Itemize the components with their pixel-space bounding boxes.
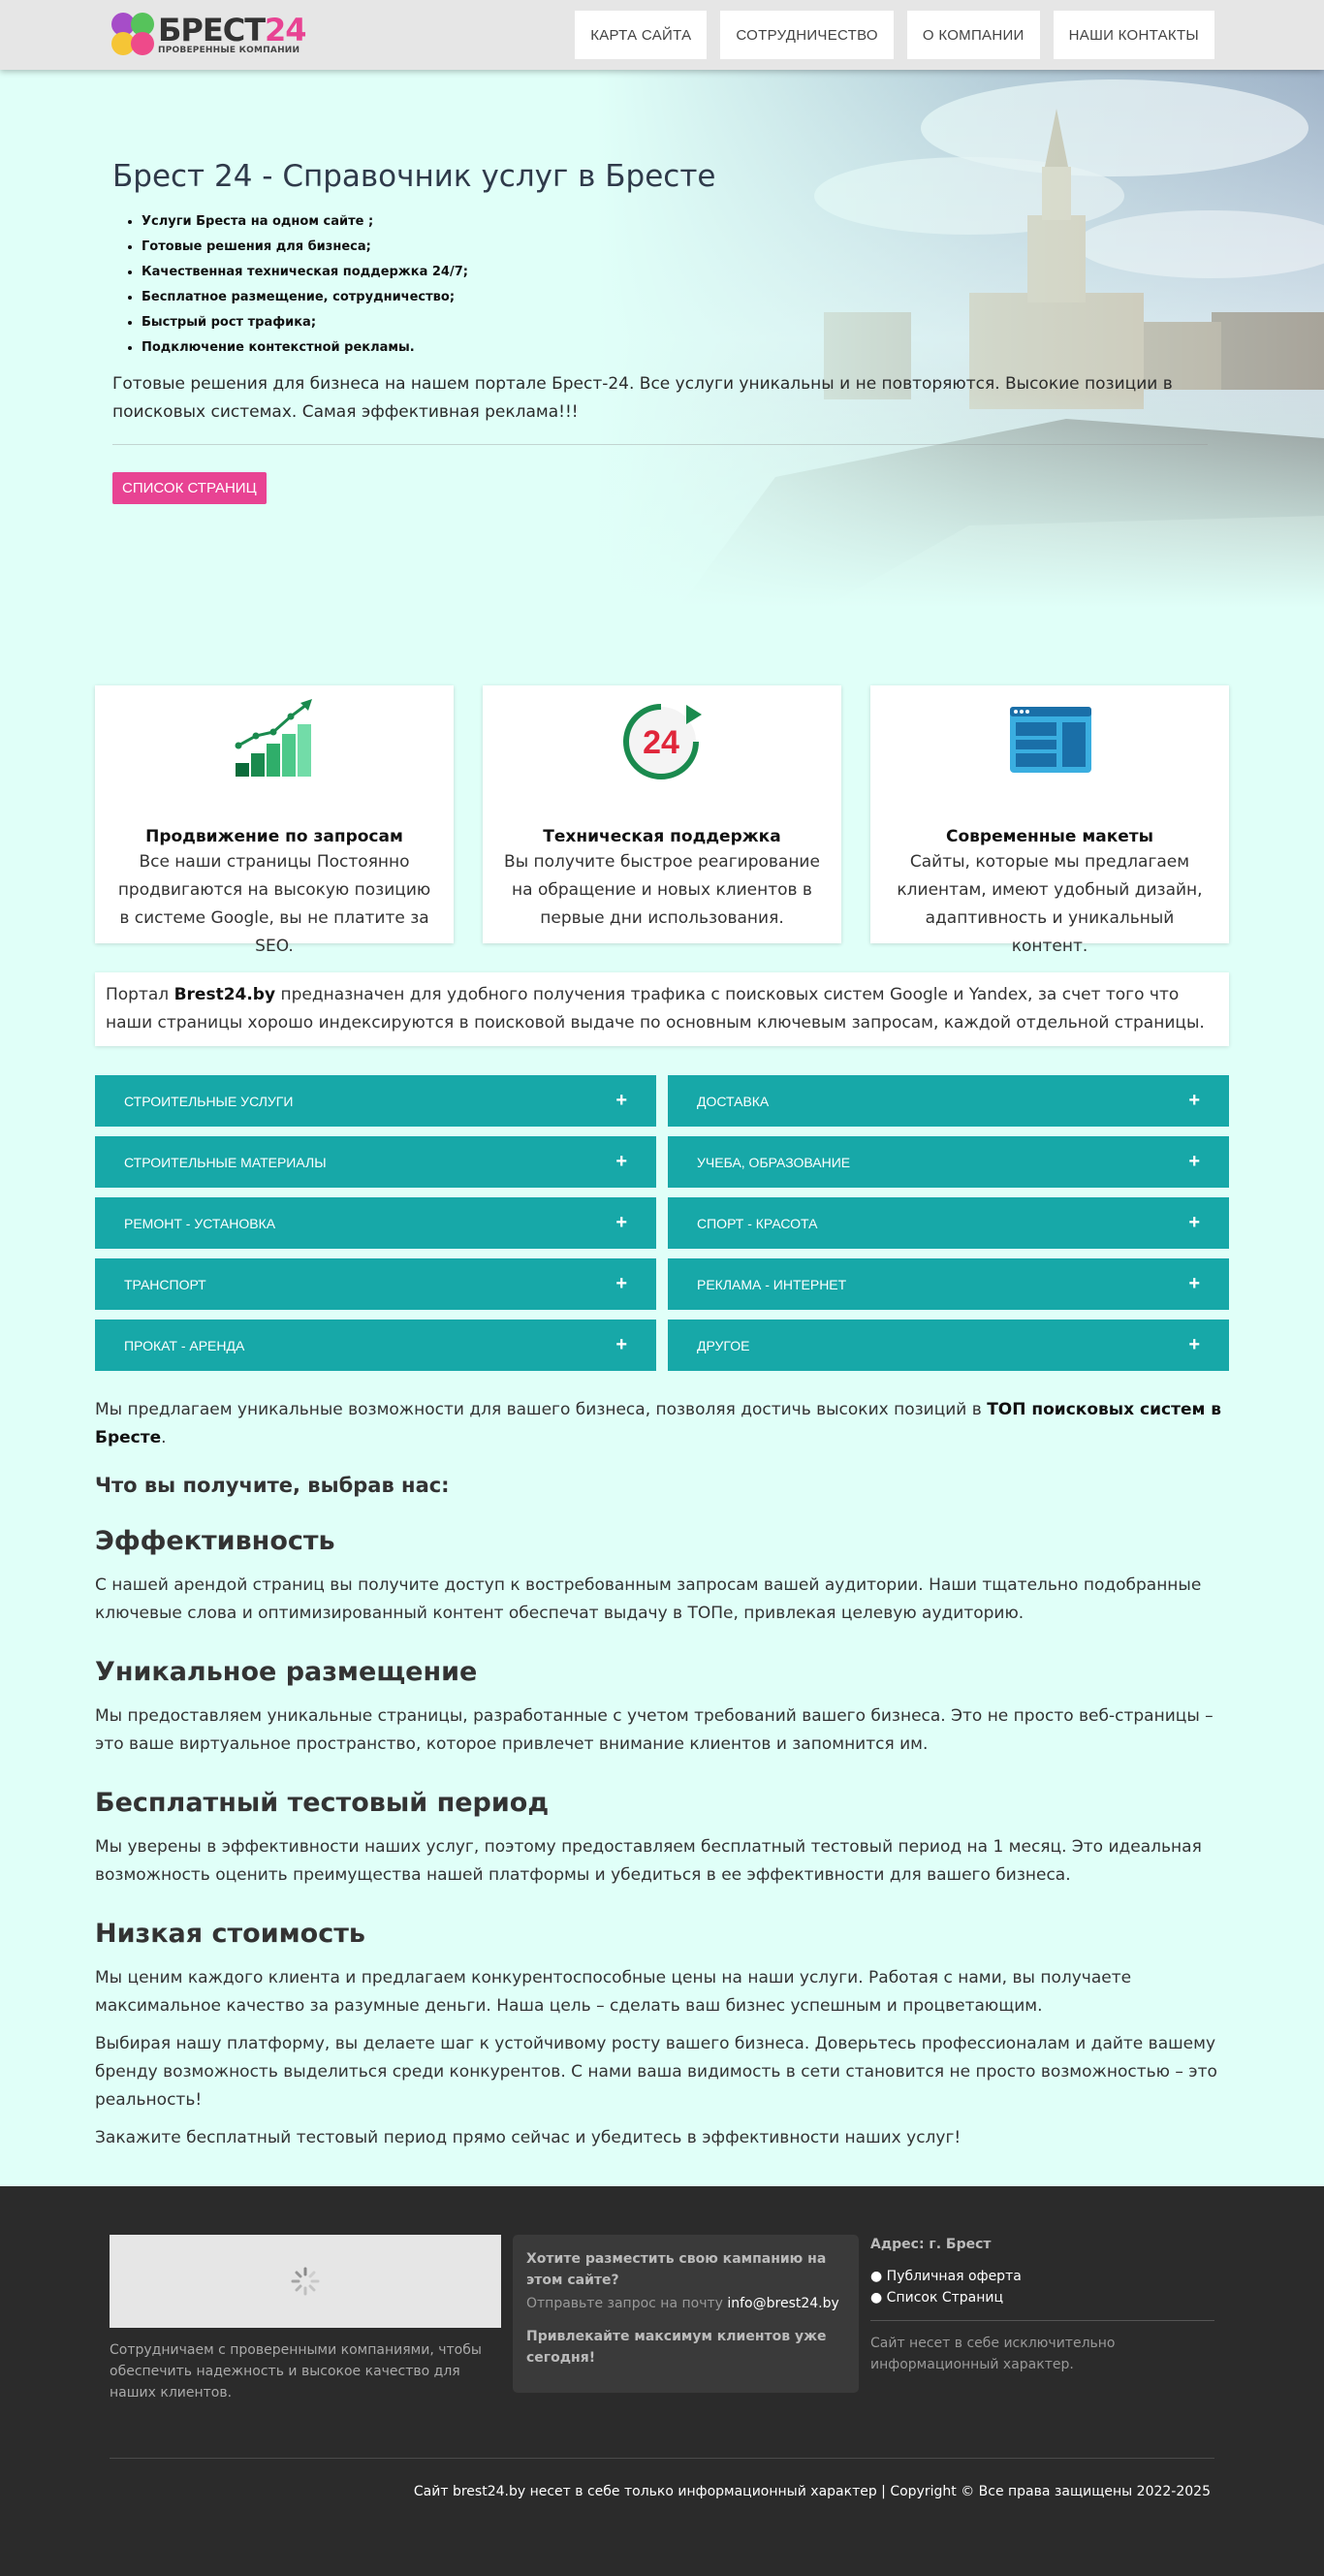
nav-about-button[interactable]: О КОМПАНИИ <box>907 11 1040 59</box>
growth-chart-icon <box>231 697 318 784</box>
plus-icon: + <box>1188 1273 1200 1294</box>
feature-card <box>483 685 841 943</box>
closing-paragraph: Закажите бесплатный тестовый период прямо сейчас и убедитесь в эффективности наших услуг! <box>95 2128 961 2147</box>
cta-question: Хотите разместить свою кампанию на этом сайте? <box>526 2251 827 2288</box>
category-sport-beauty[interactable]: СПОРТ - КРАСОТА + <box>668 1197 1229 1249</box>
pages-list-button[interactable]: СПИСОК СТРАНИЦ <box>112 472 267 504</box>
logo-title: БРЕСТ24 <box>158 12 306 48</box>
category-delivery[interactable]: ДОСТАВКА + <box>668 1075 1229 1127</box>
footer-col-cta <box>513 2235 859 2393</box>
benefits-list <box>112 209 1229 361</box>
features-row <box>95 685 1229 956</box>
feature-title: Техническая поддержка <box>543 827 781 846</box>
category-advertising[interactable]: РЕКЛАМА - ИНТЕРНЕТ + <box>668 1258 1229 1310</box>
footer-about-text: Сотрудничаем с проверенными компаниями, чтобы обеспечить надежность и высокое качество для наших клиентов. <box>110 2342 482 2401</box>
category-other[interactable]: ДРУГОЕ + <box>668 1320 1229 1371</box>
feature-text: Вы получите быстрое реагирование на обращение и новых клиентов в первые дни использования. <box>504 852 820 928</box>
section-text: С нашей арендой страниц вы получите доступ к востребованным запросам вашей аудитории. Наши тщательно подобранные ключевые слова и оптимизированный контент обеспечат выдачу в ТОПе, привлекая целевую аудиторию. <box>95 1575 1202 1623</box>
logo-subtitle: ПРОВЕРЕННЫЕ КОМПАНИИ <box>158 46 300 55</box>
cta-slogan: Привлекайте максимум клиентов уже сегодня! <box>526 2329 827 2366</box>
why-us-heading: Что вы получите, выбрав нас: <box>95 1474 450 1497</box>
list-item: • Быстрый рост трафика; <box>142 310 1229 335</box>
category-transport[interactable]: ТРАНСПОРТ + <box>95 1258 656 1310</box>
plus-icon: + <box>615 1273 627 1294</box>
main-nav <box>575 11 1214 59</box>
feature-card <box>95 685 454 956</box>
support-24-icon <box>618 697 706 784</box>
feature-text: Все наши страницы Постоянно продвигаются на высокую позицию в системе Google, вы не платите за SEO. <box>117 852 431 956</box>
plus-icon: + <box>1188 1090 1200 1111</box>
plus-icon: + <box>615 1334 627 1355</box>
category-repair[interactable]: РЕМОНТ - УСТАНОВКА + <box>95 1197 656 1249</box>
category-building-materials[interactable]: СТРОИТЕЛЬНЫЕ МАТЕРИАЛЫ + <box>95 1136 656 1188</box>
brand-name: Brest24.by <box>173 985 276 1004</box>
loading-spinner-icon <box>290 2266 321 2297</box>
web-layout-icon <box>1006 697 1093 784</box>
logo[interactable] <box>111 13 306 57</box>
copyright: Сайт brest24.by несет в себе только информационный характер | Copyright © Все права защищены 2022-2025 <box>413 2484 1211 2499</box>
closing-paragraph: Выбирая нашу платформу, вы делаете шаг к устойчивому росту вашего бизнеса. Доверьтесь профессионалам и дайте вашему бренду возможность выделиться среди конкурентов. С нами ваша видимость в сети становится не просто возможностью – это реальность! <box>95 2034 1217 2110</box>
footer-col-about <box>110 2235 501 2403</box>
list-item: • Услуги Бреста на одном сайте ; <box>142 209 1229 235</box>
feature-text: Сайты, которые мы предлагаем клиентам, имеют удобный дизайн, адаптивность и уникальный контент. <box>897 852 1203 956</box>
pages-list-link[interactable]: ● Список Страниц <box>870 2290 1004 2306</box>
feature-title: Продвижение по запросам <box>145 827 403 846</box>
plus-icon: + <box>1188 1212 1200 1233</box>
category-education[interactable]: УЧЕБА, ОБРАЗОВАНИЕ + <box>668 1136 1229 1188</box>
divider <box>870 2320 1214 2321</box>
list-item: • Качественная техническая поддержка 24/7; <box>142 260 1229 285</box>
nav-cooperation-button[interactable]: СОТРУДНИЧЕСТВО <box>720 11 894 59</box>
list-item: • Подключение контекстной рекламы. <box>142 335 1229 361</box>
feature-title: Современные макеты <box>945 827 1153 846</box>
cta-email-line: Отправьте запрос на почту info@brest24.by <box>526 2296 839 2311</box>
nav-sitemap-button[interactable]: КАРТА САЙТА <box>575 11 707 59</box>
categories-accordion <box>95 1075 1229 1381</box>
plus-icon: + <box>615 1212 627 1233</box>
plus-icon: + <box>615 1151 627 1172</box>
section-text: Мы предоставляем уникальные страницы, разработанные с учетом требований вашего бизнеса. Это не просто веб-страницы – это ваше виртуальное пространство, которое привлечет внимание клиентов и запомнится им. <box>95 1706 1214 1754</box>
intro-text: Мы предлагаем уникальные возможности для вашего бизнеса, позволяя достичь высоких позиций в ТОП поисковых систем в Бресте. <box>95 1400 1222 1447</box>
divider <box>110 2458 1214 2459</box>
footer-col-links <box>870 2235 1214 2403</box>
plus-icon: + <box>1188 1334 1200 1355</box>
section-title: Бесплатный тестовый период <box>95 1788 550 1818</box>
hero-description: Готовые решения для бизнеса на нашем портале Брест-24. Все услуги уникальны и не повторяются. Высокие позиции в поисковых системах. Самая эффективная реклама!!! <box>112 370 1208 445</box>
site-header <box>0 0 1324 70</box>
category-construction-services[interactable]: СТРОИТЕЛЬНЫЕ УСЛУГИ + <box>95 1075 656 1127</box>
svg-text:24: 24 <box>643 724 679 761</box>
section-title: Эффективность <box>95 1526 335 1556</box>
public-offer-link[interactable]: ● Публичная оферта <box>870 2269 1022 2284</box>
section-title: Уникальное размещение <box>95 1657 478 1687</box>
disclaimer-text: Сайт несет в себе исключительно информационный характер. <box>870 2336 1116 2372</box>
plus-icon: + <box>615 1090 627 1111</box>
page-title: Брест 24 - Справочник услуг в Бресте <box>112 159 716 194</box>
section-text: Мы ценим каждого клиента и предлагаем конкурентоспособные цены на наши услуги. Работая с нами, вы получаете максимальное качество за разумные деньги. Наша цель – сделать ваш бизнес успешным и процветающим. <box>95 1968 1132 2016</box>
logo-circles-icon <box>111 13 156 57</box>
section-title: Низкая стоимость <box>95 1919 365 1949</box>
site-footer <box>0 2186 1324 2576</box>
category-rental[interactable]: ПРОКАТ - АРЕНДА + <box>95 1320 656 1371</box>
feature-card <box>870 685 1229 956</box>
hero-section <box>0 70 1324 608</box>
main-content <box>95 685 1229 2152</box>
section-text: Мы уверены в эффективности наших услуг, поэтому предоставляем бесплатный тестовый период на 1 месяц. Это идеальная возможность оценить преимущества нашей платформы и убедиться в ее эффективности для вашего бизнеса. <box>95 1837 1202 1885</box>
list-item: • Готовые решения для бизнеса; <box>142 235 1229 260</box>
plus-icon: + <box>1188 1151 1200 1172</box>
portal-info-box: Портал Brest24.by предназначен для удобного получения трафика с поисковых систем Google и Yandex, за счет того что наши страницы хорошо индексируются в поисковой выдаче по основным ключевым запросам, каждой отдельной страницы. <box>95 972 1229 1046</box>
loading-map <box>110 2235 501 2328</box>
nav-contacts-button[interactable]: НАШИ КОНТАКТЫ <box>1054 11 1214 59</box>
contact-email-link[interactable]: info@brest24.by <box>727 2296 839 2311</box>
address: Адрес: г. Брест <box>870 2237 992 2252</box>
list-item: • Бесплатное размещение, сотрудничество; <box>142 285 1229 310</box>
